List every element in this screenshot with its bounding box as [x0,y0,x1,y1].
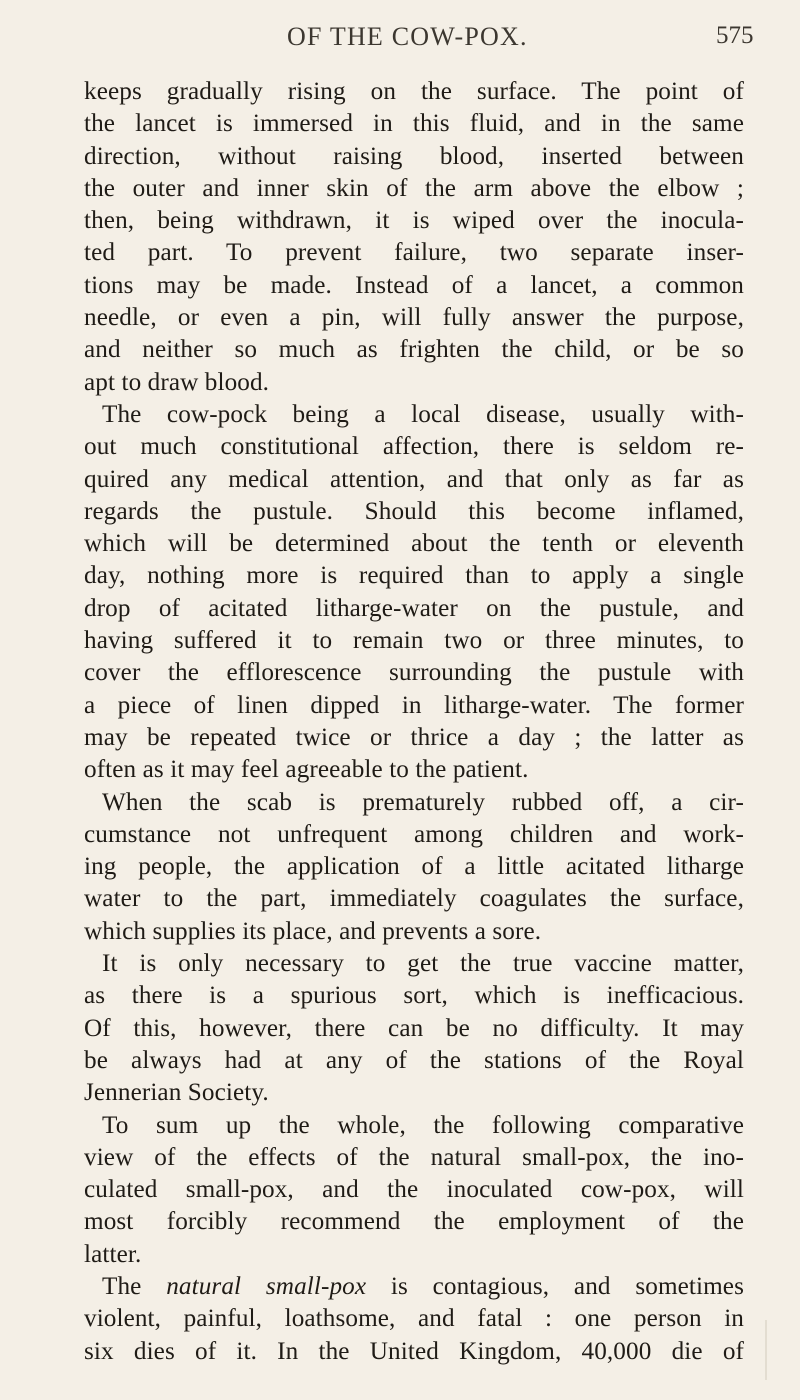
text-line: It is only necessary to get the true vaccine matter, [102,950,744,978]
text-line: view of the effects of the natural small-pox, the ino- [84,1143,744,1171]
text-line: Of this, however, there can be no difficulty. It may [84,1014,744,1042]
text-line: cover the efflorescence surrounding the pustule with [84,659,744,687]
text-line: ing people, the application of a little acitated litharge [84,853,744,881]
text-line: quired any medical attention, and that only as far as [84,465,744,493]
text-line: as there is a spurious sort, which is inefficacious. [84,982,744,1010]
text-line: which will be determined about the tenth or eleventh [84,530,744,558]
text-line: apt to draw blood. [84,368,270,396]
text-line: a piece of linen dipped in litharge-water. The former [84,691,744,719]
italic-term: natural small-pox [166,1272,367,1300]
text-line: cumstance not unfrequent among children and work- [84,820,744,848]
text-line: the outer and inner skin of the arm above the elbow ; [84,174,744,202]
body-text [84,76,744,1368]
text-line: out much constitutional affection, there is seldom re- [84,433,744,461]
text-line: water to the part, immediately coagulates the surface, [84,885,744,913]
running-title: OF THE COW-POX. [287,22,528,51]
text-line: may be repeated twice or thrice a day ; the latter as [84,723,744,751]
text-line: day, nothing more is required than to apply a single [84,562,744,590]
text-line: most forcibly recommend the employment of the [84,1208,744,1236]
text-line: regards the pustule. Should this become inflamed, [84,497,744,525]
text-line: tions may be made. Instead of a lancet, a common [84,271,744,299]
running-head [0,22,800,62]
text-line: Jennerian Society. [84,1079,269,1107]
text-fragment: The [102,1272,167,1300]
text-line [84,1271,744,1303]
text-line: direction, without raising blood, inserted between [84,142,744,170]
text-line: be always had at any of the stations of the Royal [84,1046,744,1074]
text-line: To sum up the whole, the following comparative [102,1111,744,1139]
text-line: ted part. To prevent failure, two separate inser- [84,239,744,267]
text-line: latter. [84,1240,142,1268]
text-line: then, being withdrawn, it is wiped over the inocula- [84,207,744,235]
text-line: The cow-pock being a local disease, usually with- [102,400,744,428]
text-line: violent, painful, loathsome, and fatal : one person in [84,1305,744,1333]
text-line: having suffered it to remain two or three minutes, to [84,627,744,655]
text-line: When the scab is prematurely rubbed off, a cir- [102,788,744,816]
text-line: culated small-pox, and the inoculated cow-pox, will [84,1176,744,1204]
page-edge-mark [765,1320,767,1380]
text-line: six dies of it. In the United Kingdom, 40,000 die of [84,1337,744,1365]
text-line: and neither so much as frighten the child, or be so [84,336,744,364]
text-line: keeps gradually rising on the surface. The point of [84,78,744,105]
text-line: often as it may feel agreeable to the patient. [84,756,529,784]
text-line: needle, or even a pin, will fully answer the purpose, [84,304,744,332]
text-line: drop of acitated litharge-water on the pustule, and [84,594,744,622]
text-line: the lancet is immersed in this fluid, and in the same [84,110,744,138]
text-fragment: is contagious, and sometimes [366,1272,744,1300]
page-number: 575 [716,22,754,49]
text-line: which supplies its place, and prevents a sore. [84,917,542,945]
